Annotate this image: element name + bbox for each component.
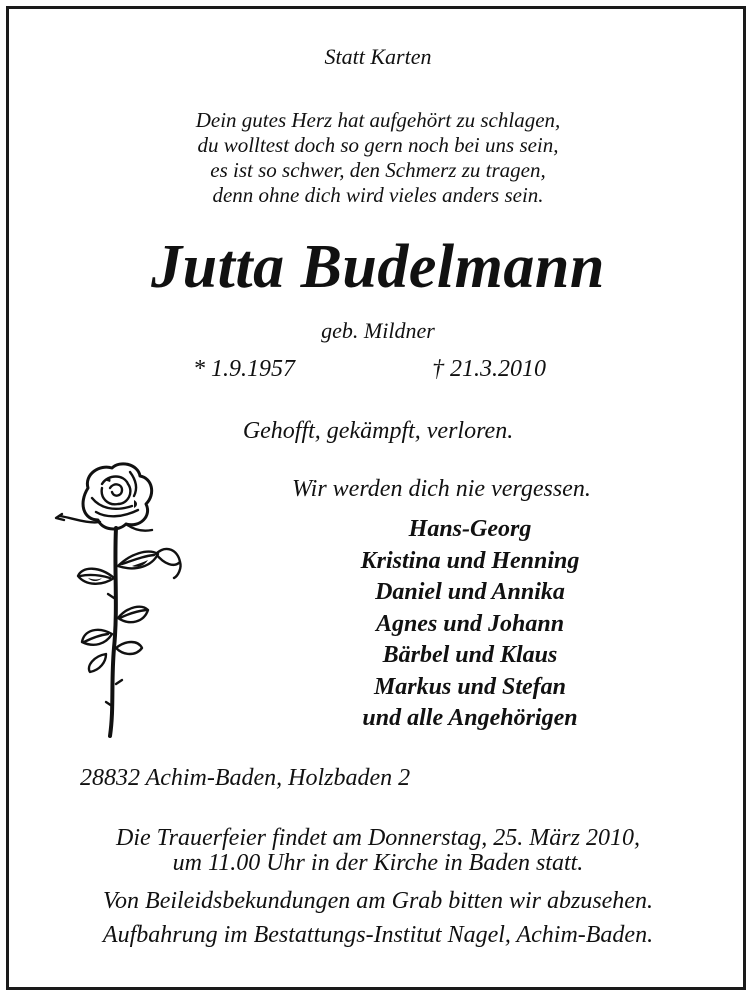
ceremony-info [0,826,756,876]
family-member: Markus und Stefan [373,673,567,700]
family-list [300,514,640,735]
deceased-name: Jutta Budelmann [151,233,605,301]
poem-line: es ist so schwer, den Schmerz zu tragen, [210,158,546,182]
family-member: Agnes und Johann [375,610,565,637]
family-member: und alle Angehörigen [362,705,578,731]
motto: Gehofft, gekämpft, verloren. [242,418,514,444]
birth-date: * 1.9.1957 [193,356,295,382]
rose-icon [48,458,188,740]
statt-karten-text: Statt Karten [324,44,432,69]
family-member: Kristina und Henning [360,547,580,574]
poem-line: Dein gutes Herz hat aufgehört zu schlagen, [195,108,561,132]
birth-name: geb. Mildner [321,318,435,343]
poem-line: du wolltest doch so gern noch bei uns sein, [197,133,559,157]
laying-in-state-note: Aufbahrung im Bestattungs-Institut Nagel, Achim-Baden. [102,922,654,948]
poem [0,108,756,208]
family-member: Bärbel und Klaus [382,642,558,668]
family-member: Daniel und Annika [375,579,565,605]
remembrance-text: Wir werden dich nie vergessen. [292,476,591,502]
ceremony-line: Die Trauerfeier findet am Donnerstag, 25. März 2010, [116,825,640,851]
ceremony-line: um 11.00 Uhr in der Kirche in Baden statt. [172,850,584,876]
condolence-note: Von Beileidsbekundungen am Grab bitten wir abzusehen. [103,888,653,914]
family-member: Hans-Georg [408,516,532,542]
death-date: † 21.3.2010 [432,356,546,382]
address: 28832 Achim-Baden, Holzbaden 2 [80,765,411,791]
poem-line: denn ohne dich wird vieles anders sein. [212,183,544,207]
